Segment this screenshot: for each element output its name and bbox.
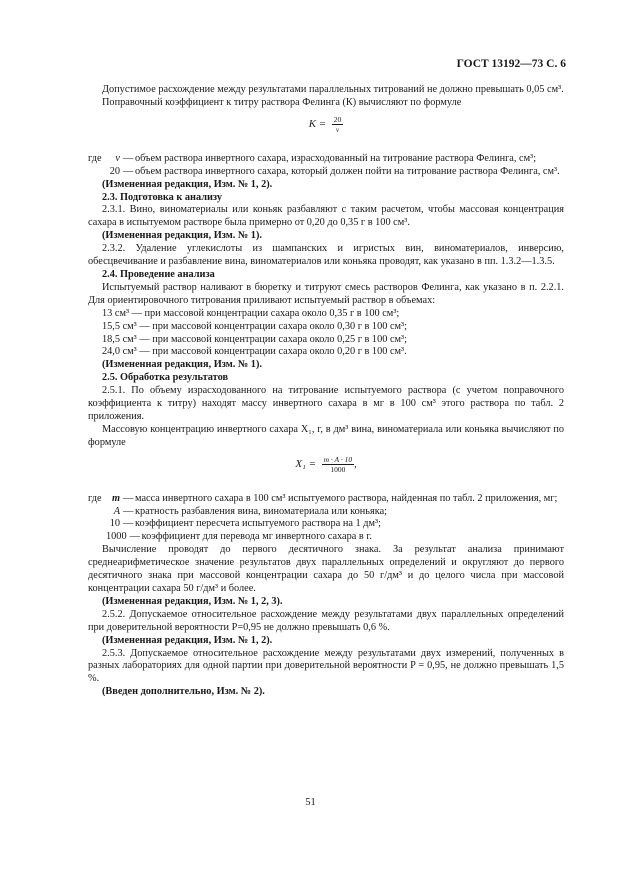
definition-row: [88, 518, 564, 531]
formula-lhs: X₁ =: [295, 457, 317, 470]
definition-row: [88, 506, 564, 519]
edition-note: (Измененная редакция, Изм. № 1, 2).: [102, 634, 273, 646]
definition-symbol: 10: [109, 518, 120, 530]
edition-note: (Введен дополнительно, Изм. № 2).: [102, 686, 265, 698]
dash: —: [123, 152, 134, 164]
paragraph: Поправочный коэффициент к титру раствора Фелинга (К) вычисляют по формуле: [102, 96, 462, 108]
document-body: [88, 84, 564, 699]
definition-row: [88, 493, 564, 506]
paragraph: 2.3.2. Удаление углекислоты из шампанских и игристых вин, виноматериалов, инверсию, обесцвечивание и разбавление вина, виноматериалов или коньяка проводят, как указано в пп. 1.3.2—1.3.5.: [88, 243, 564, 268]
fraction: [332, 115, 344, 134]
section-heading: 2.4. Проведение анализа: [102, 268, 215, 280]
definition-text: кратность разбавления вина, виноматериала или коньяка;: [135, 505, 388, 517]
formula-x1: [88, 455, 564, 485]
fraction-numerator: m · A · 10: [323, 454, 353, 464]
fraction-denominator: v: [335, 124, 340, 134]
definition-text: объем раствора инвертного сахара, израсходованный на титрование раствора Фелинга, см³;: [135, 152, 537, 164]
definition-symbol: m: [111, 492, 120, 504]
volume-item: 15,5 см³ — при массовой концентрации сахара около 0,30 г в 100 см³;: [102, 320, 407, 332]
definition-symbol: 20: [109, 165, 120, 177]
definition-row: [88, 166, 564, 179]
fraction-numerator: 20: [333, 114, 342, 124]
page-number: 51: [305, 797, 316, 808]
dash: —: [123, 518, 134, 530]
formula-tail: ,: [354, 458, 357, 470]
definition-row: [88, 531, 564, 544]
volume-item: 18,5 см³ — при массовой концентрации сахара около 0,25 г в 100 см³;: [102, 333, 407, 345]
formula-k: [88, 115, 564, 145]
definition-text: масса инвертного сахара в 100 см³ испытуемого раствора, найденная по табл. 2 приложения, мг;: [135, 492, 558, 504]
paragraph: Допустимое расхождение между результатами параллельных титрований не должно превышать 0,05 см³.: [102, 84, 564, 95]
edition-note: (Измененная редакция, Изм. № 1, 2).: [102, 178, 273, 190]
volume-item: 13 см³ — при массовой концентрации сахара около 0,35 г в 100 см³;: [102, 307, 400, 319]
paragraph: 2.5.1. По объему израсходованного на титрование испытуемого раствора (с учетом поправочного коэффициента к титру) находят массу инвертного сахара в мг в 100 см³ этого раствора по табл. 2 приложения.: [88, 385, 564, 422]
formula-lhs: K =: [308, 117, 327, 130]
dash: —: [123, 505, 134, 517]
definition-symbol: A: [113, 505, 120, 517]
paragraph: Массовую концентрацию инвертного сахара X₁, г, в дм³ вина, виноматериала или коньяка вычисляют по формуле: [88, 423, 564, 448]
edition-note: (Измененная редакция, Изм. № 1).: [102, 359, 262, 371]
section-heading: 2.5. Обработка результатов: [102, 372, 229, 384]
definition-text: коэффициент пересчета испытуемого раствора на 1 дм³;: [135, 518, 381, 530]
dash: —: [123, 165, 134, 177]
fraction-denominator: 1000: [330, 464, 346, 474]
paragraph: 2.5.2. Допускаемое относительное расхождение между результатами двух параллельных определений при доверительной вероятности P=0,95 не должно превышать 0,6 %.: [88, 608, 564, 633]
paragraph: Испытуемый раствор наливают в бюретку и титруют смесь растворов Фелинга, как указано в п. 2.2.1. Для ориентировочного титрования приливают испытуемый раствор в объемах:: [88, 281, 564, 306]
definition-symbol: 1000: [106, 531, 127, 543]
edition-note: (Измененная редакция, Изм. № 1, 2, 3).: [102, 595, 283, 607]
section-heading: 2.3. Подготовка к анализу: [102, 191, 223, 203]
paragraph: Вычисление проводят до первого десятичного знака. За результат анализа принимают среднеарифметическое значение результатов двух параллельных определений и округляют до первого десятичного знака при массовой концентрации сахара до 50 г/дм³ и до целого числа при массовой концентрации сахара 50 г/дм³ и более.: [88, 544, 564, 594]
dash: —: [123, 492, 134, 504]
paragraph: 2.5.3. Допускаемое относительное расхождение между результатами двух измерений, полученных в разных лабораториях для одной партии при доверительной вероятности P = 0,95, не должно превышать 1,5 %.: [88, 647, 564, 685]
paragraph: 2.3.1. Вино, виноматериалы или коньяк разбавляют с таким расчетом, чтобы массовая концентрация сахара в испытуемом растворе была примерно от 0,20 до 0,35 г в 100 см³.: [88, 204, 564, 229]
definition-symbol: v: [115, 152, 120, 164]
definitions-list: [88, 493, 564, 545]
fraction: [322, 455, 354, 474]
definition-row: [88, 153, 564, 166]
edition-note: (Измененная редакция, Изм. № 1).: [102, 230, 262, 242]
definitions-list: [88, 153, 564, 179]
dash: —: [129, 531, 140, 543]
where-label: где: [88, 152, 102, 164]
where-label: где: [88, 492, 102, 504]
page-header: ГОСТ 13192—73 С. 6: [456, 58, 566, 70]
volume-item: 24,0 см³ — при массовой концентрации сахара около 0,20 г в 100 см³.: [102, 346, 407, 358]
definition-text: объем раствора инвертного сахара, который должен пойти на титрование раствора Фелинга, см³.: [135, 165, 560, 177]
definition-text: коэффициент для перевода мг инвертного сахара в г.: [141, 531, 372, 543]
